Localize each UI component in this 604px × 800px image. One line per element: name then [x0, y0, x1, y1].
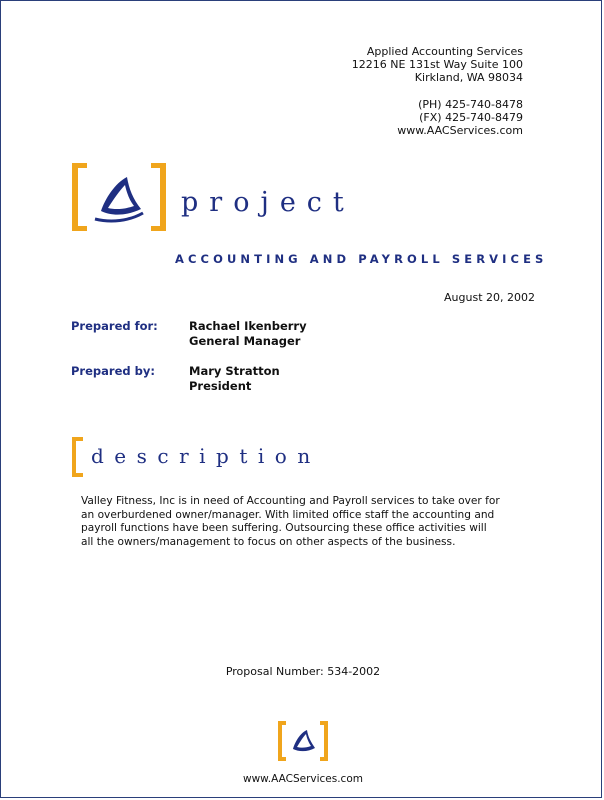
description-paragraph — [81, 495, 521, 549]
description-line-1: Valley Fitness, Inc is in need of Accounting and Payroll services to take over for — [81, 495, 500, 507]
prepared-for-value — [189, 319, 307, 349]
section-bracket-icon — [71, 437, 85, 477]
prepared-by-label: Prepared by: — [71, 364, 155, 378]
document-title: project — [181, 187, 355, 218]
company-name: Applied Accounting Services — [366, 45, 523, 58]
company-address-line-2: Kirkland, WA 98034 — [414, 71, 523, 84]
footer-logo-icon — [277, 721, 329, 761]
proposal-number: Proposal Number: 534-2002 — [225, 665, 381, 678]
company-logo-icon — [71, 163, 167, 231]
document-subtitle: ACCOUNTING AND PAYROLL SERVICES — [175, 252, 548, 266]
prepared-by-name: Mary Stratton — [189, 364, 280, 378]
company-fax: (FX) 425-740-8479 — [419, 111, 523, 124]
description-line-3: payroll functions have been suffering. Outsourcing these office activities will — [81, 522, 487, 534]
prepared-by-value — [189, 364, 280, 394]
company-phone: (PH) 425-740-8478 — [418, 98, 523, 111]
company-website: www.AACServices.com — [397, 124, 523, 137]
document-date: August 20, 2002 — [444, 291, 535, 304]
prepared-for-name: Rachael Ikenberry — [189, 319, 307, 333]
prepared-for-role: General Manager — [189, 334, 301, 348]
description-line-4: all the owners/management to focus on other aspects of the business. — [81, 535, 456, 548]
prepared-for-label: Prepared for: — [71, 319, 158, 333]
company-address-block — [352, 45, 523, 137]
footer-website: www.AACServices.com — [243, 773, 363, 785]
prepared-by-role: President — [189, 379, 252, 393]
description-line-2: an overburdened owner/manager. With limited office staff the accounting and — [81, 508, 495, 521]
company-address-line-1: 12216 NE 131st Way Suite 100 — [351, 58, 523, 71]
section-title: description — [91, 444, 321, 468]
